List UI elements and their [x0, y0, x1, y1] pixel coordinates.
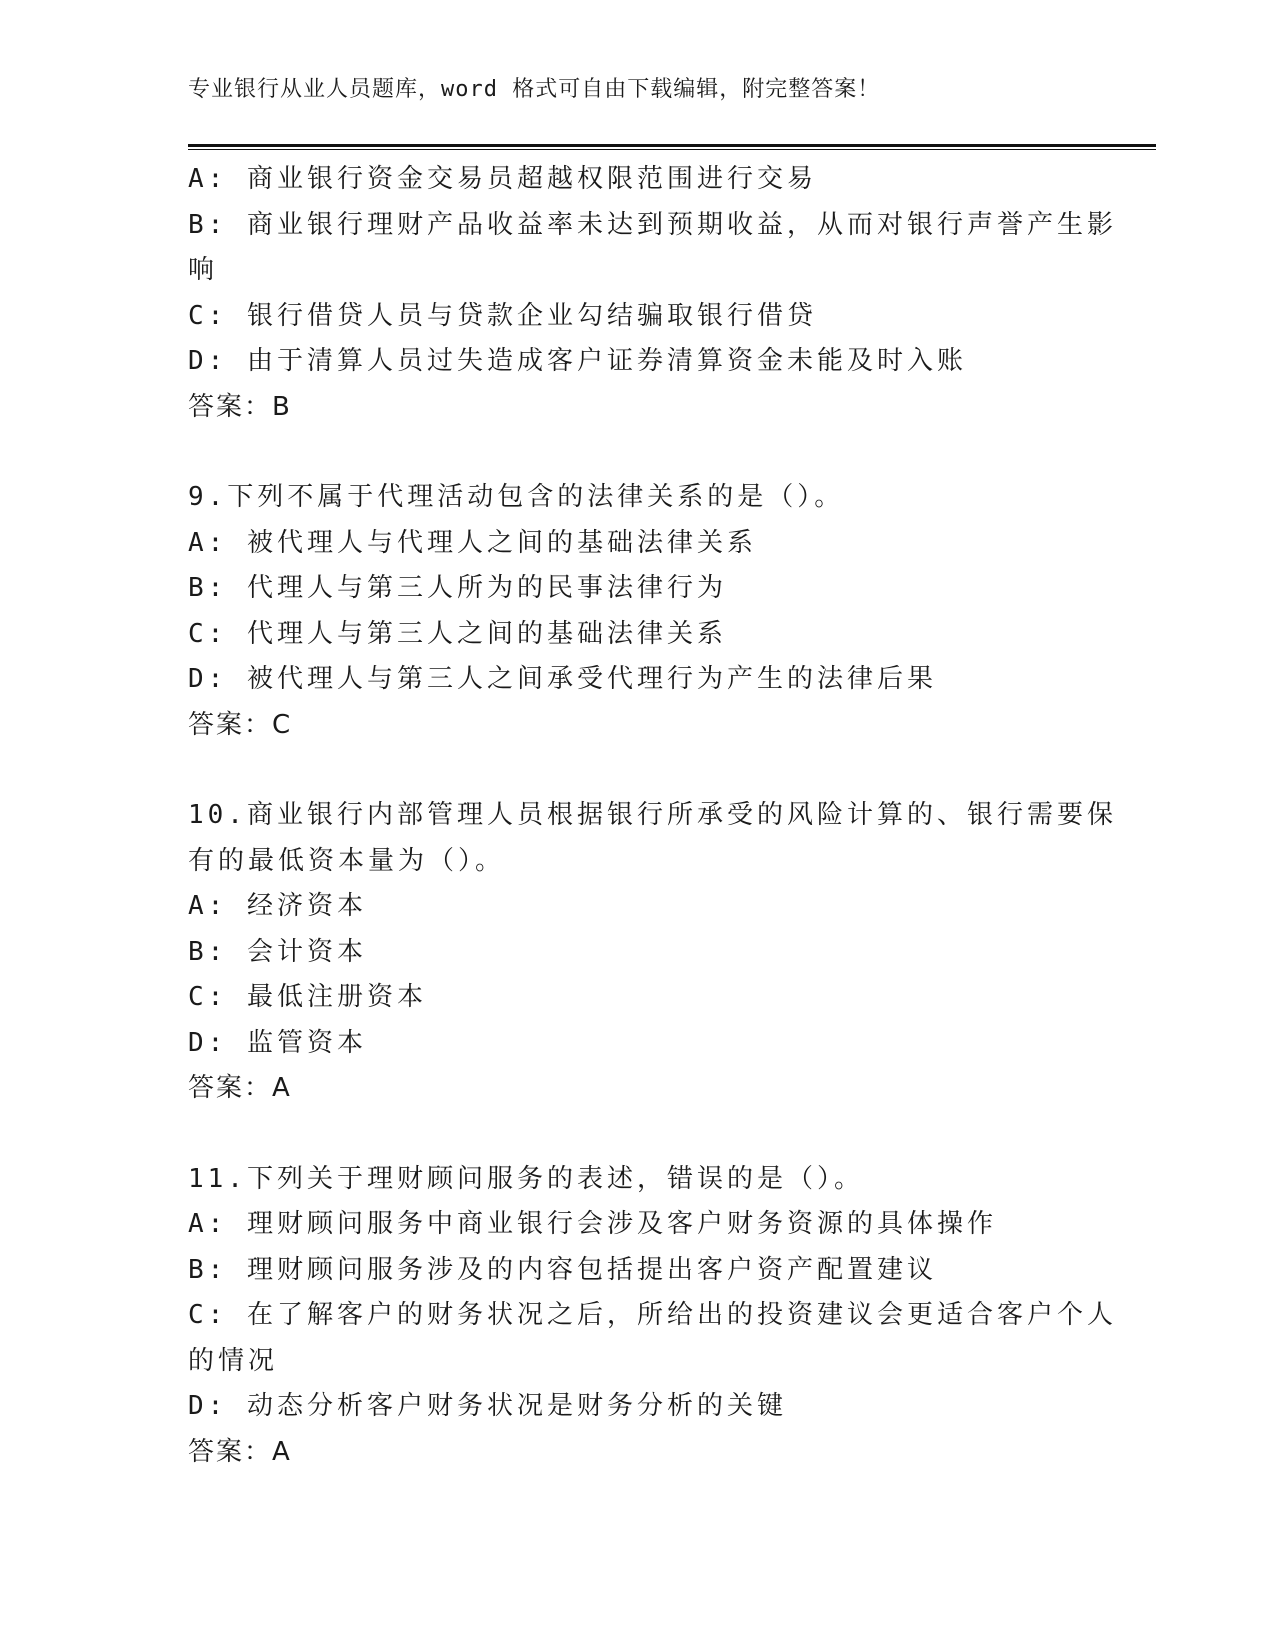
q8-option-d: D: 由于清算人员过失造成客户证券清算资金未能及时入账 — [188, 346, 967, 376]
q9-option-d: D: 被代理人与第三人之间承受代理行为产生的法律后果 — [188, 664, 937, 694]
q10-option-a: A: 经济资本 — [188, 891, 367, 921]
spacer — [188, 1112, 1088, 1157]
q8-option-b-line1: B: 商业银行理财产品收益率未达到预期收益，从而对银行声誉产生影 — [188, 209, 1117, 240]
q10-answer: 答案：A — [188, 1073, 292, 1103]
question-8-block — [188, 157, 1117, 430]
q11-answer: 答案：A — [188, 1436, 292, 1467]
q10-question-line1: 10.商业银行内部管理人员根据银行所承受的风险计算的、银行需要保 — [188, 800, 1117, 830]
question-11-block — [188, 1157, 1117, 1476]
q9-option-b: B: 代理人与第三人所为的民事法律行为 — [188, 573, 727, 603]
header-divider — [188, 144, 1156, 150]
q8-answer: 答案：B — [188, 391, 292, 422]
question-10-block — [188, 793, 1117, 1112]
document-body — [188, 157, 1117, 1475]
q9-option-c: C: 代理人与第三人之间的基础法律关系 — [188, 618, 727, 649]
q11-question: 11.下列关于理财顾问服务的表述，错误的是（）。 — [188, 1163, 864, 1194]
q9-option-a: A: 被代理人与代理人之间的基础法律关系 — [188, 527, 757, 558]
q11-option-c-line2: 的情况 — [188, 1345, 279, 1376]
header-note: 专业银行从业人员题库，word 格式可自由下载编辑，附完整答案！ — [188, 77, 881, 102]
spacer — [188, 748, 1088, 793]
spacer — [188, 430, 1088, 475]
q11-option-d: D: 动态分析客户财务状况是财务分析的关键 — [188, 1391, 787, 1421]
q8-option-b-line2: 响 — [188, 255, 219, 285]
q8-option-c: C: 银行借贷人员与贷款企业勾结骗取银行借贷 — [188, 300, 817, 331]
q9-answer: 答案：C — [188, 709, 293, 740]
question-9-block — [188, 475, 1088, 748]
q9-question: 9.下列不属于代理活动包含的法律关系的是（）。 — [188, 482, 845, 512]
q10-option-c: C: 最低注册资本 — [188, 982, 427, 1012]
q10-option-d: D: 监管资本 — [188, 1027, 367, 1058]
q10-option-b: B: 会计资本 — [188, 936, 367, 967]
q11-option-b: B: 理财顾问服务涉及的内容包括提出客户资产配置建议 — [188, 1254, 937, 1285]
q8-option-a: A: 商业银行资金交易员超越权限范围进行交易 — [188, 164, 817, 194]
q11-option-c-line1: C: 在了解客户的财务状况之后，所给出的投资建议会更适合客户个人 — [188, 1300, 1117, 1330]
q11-option-a: A: 理财顾问服务中商业银行会涉及客户财务资源的具体操作 — [188, 1209, 997, 1239]
q10-question-line2: 有的最低资本量为（）。 — [188, 845, 506, 876]
